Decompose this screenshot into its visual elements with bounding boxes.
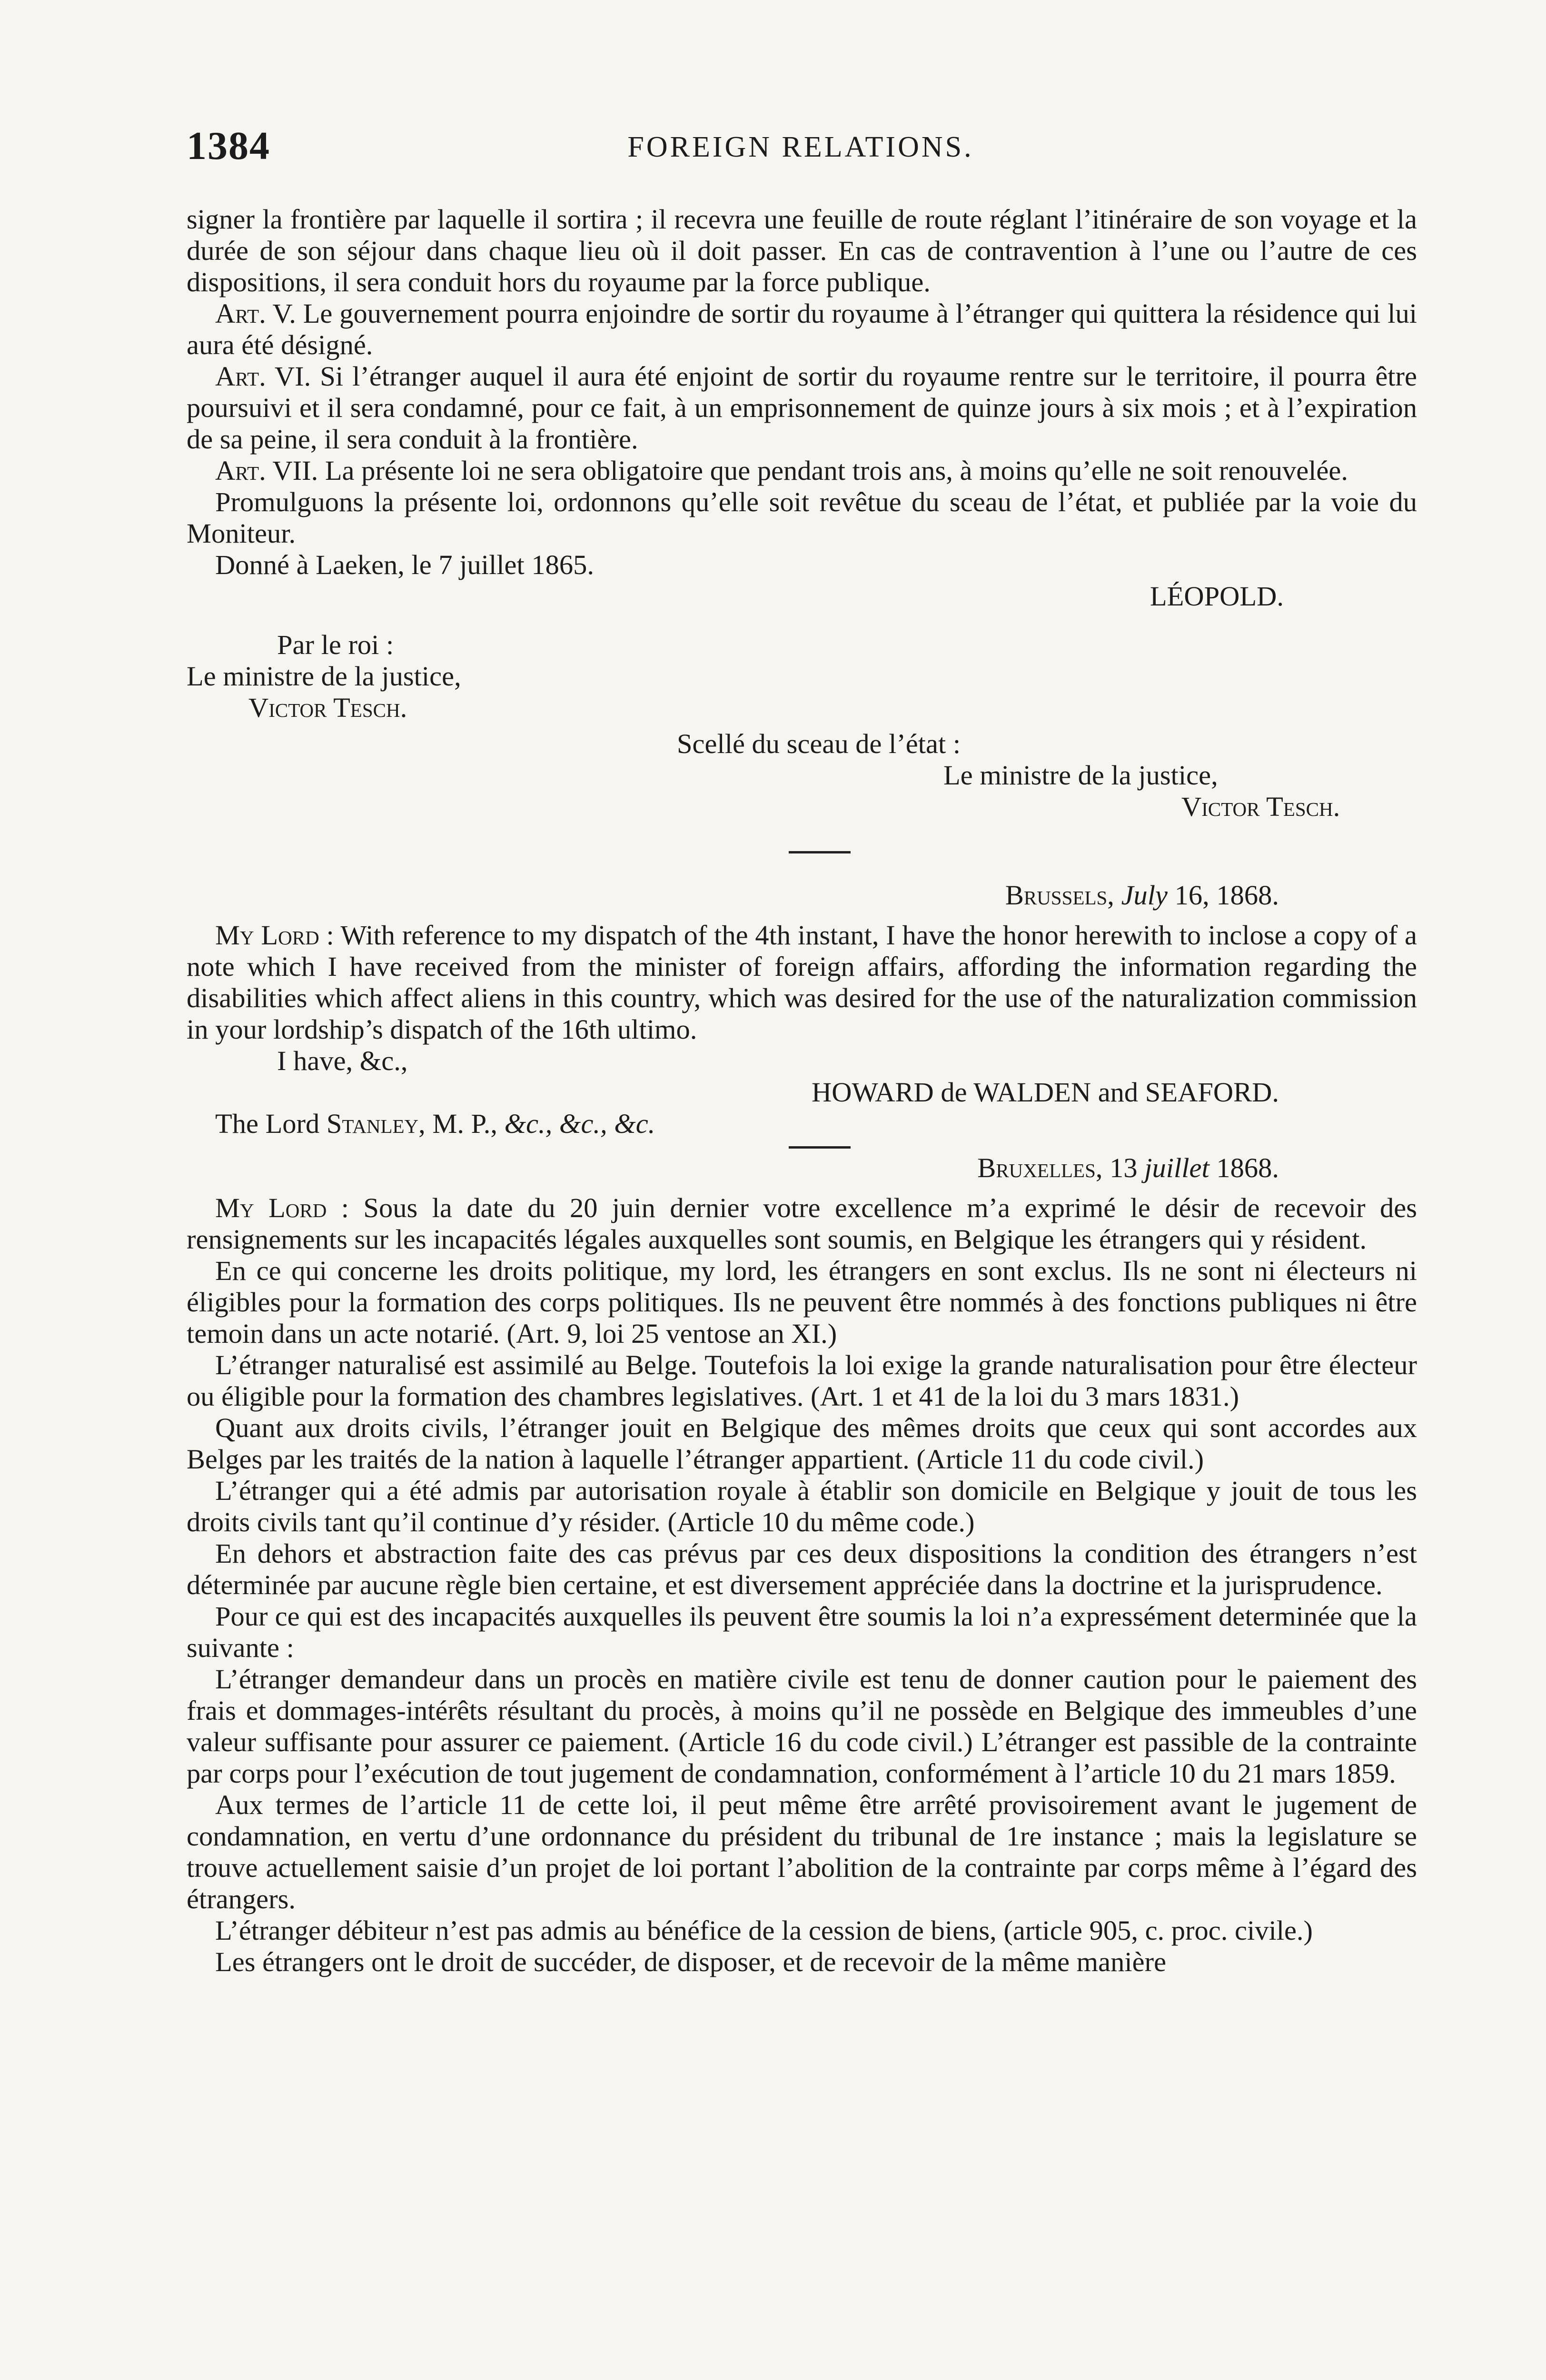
letter-divider (789, 1146, 851, 1149)
article-5-label: Art. V. (215, 298, 296, 329)
minister-name-2: Victor Tesch. (1181, 791, 1340, 822)
article-7 (187, 455, 1417, 486)
section-divider (789, 851, 851, 853)
par-le-roi: Par le roi : (277, 629, 394, 660)
letter2-paragraph-9: Aux termes de l’article 11 de cette loi, il peut même être arrêté provisoirement avant le jugement de condamnation, en vertu d’une ordonnance du président du tribunal de 1re instance ; mais la legislature se trouve actuellement saisie d’un projet de loi portant l’abolition de la contrainte par corps même à l’égard des étrangers. (187, 1789, 1417, 1914)
law-continuation-paragraph: signer la frontière par laquelle il sortira ; il recevra une feuille de route réglant l’itinéraire de son voyage et la durée de son séjour dans chaque lieu où il doit passer. En cas de contravention à l’une ou l’autre de ces dispositions, il sera conduit hors du royaume par la force publique. (187, 204, 1417, 298)
article-7-label: Art. VII. (215, 455, 318, 486)
letter2-month: juillet (1144, 1152, 1209, 1183)
letter2-place: Bruxelles, (977, 1152, 1103, 1183)
page-header (187, 123, 1415, 175)
letter1-dateline (187, 880, 1417, 911)
letter2-paragraph-8: L’étranger demandeur dans un procès en matière civile est tenu de donner caution pour le paiement des frais et dommages-intérêts résultant du procès, à moins qu’il ne possède en Belgique des immeubles d’une valeur suffisante pour assurer ce paiement. (Article 16 du code civil.) L’étranger est passible de la contrainte par corps pour l’exécution de tout jugement de condamnation, conformément à l’article 10 du 21 mars 1859. (187, 1664, 1417, 1789)
running-title: FOREIGN RELATIONS. (627, 131, 974, 163)
letter2-year: 1868. (1209, 1152, 1279, 1183)
given-at-line: Donné à Laeken, le 7 juillet 1865. (215, 549, 595, 580)
article-6 (187, 361, 1417, 455)
king-signature: LÉOPOLD. (1150, 581, 1284, 612)
letter1-date-rest: 16, 1868. (1168, 880, 1279, 911)
seal-block (187, 728, 1417, 823)
addressee-etc: &c., &c., &c. (504, 1108, 655, 1139)
letter1-body (187, 920, 1417, 1045)
page-body (187, 204, 1417, 1978)
letter2-paragraph-4: Quant aux droits civils, l’étranger jouit en Belgique des mêmes droits que ceux qui sont accordes aux Belges par les traités de la nation à laquelle l’étranger appartient. (Article 11 du code civil.) (187, 1412, 1417, 1475)
article-5 (187, 298, 1417, 361)
letter1-month: July (1121, 880, 1168, 911)
letter1-signer: HOWARD de WALDEN and SEAFORD. (812, 1077, 1279, 1108)
letter2-paragraph-11: Les étrangers ont le droit de succéder, de disposer, et de recevoir de la même manière (215, 1946, 1167, 1977)
article-5-text: Le gouvernement pourra enjoindre de sortir du royaume à l’étranger qui quittera la résidence qui lui aura été désigné. (187, 298, 1417, 360)
countersignature-block (187, 629, 1417, 724)
minister-title-2: Le ministre de la justice, (943, 760, 1218, 791)
letter1-place: Brussels, (1005, 880, 1114, 911)
minister-title-1: Le ministre de la justice, (187, 661, 461, 692)
letter2-paragraph-6: En dehors et abstraction faite des cas prévus par ces deux dispositions la condition des étrangers n’est déterminée par aucune règle bien certaine, et est diversement appréciée dans la doctrine et la jurisprudence. (187, 1538, 1417, 1600)
letter2-paragraph-5: L’étranger qui a été admis par autorisation royale à établir son domicile en Belgique y jouit de tous les droits civils tant qu’il continue d’y résider. (Article 10 du même code.) (187, 1475, 1417, 1537)
letter1-text: With reference to my dispatch of the 4th instant, I have the honor herewith to inclose a copy of a note which I have received from the minister of foreign affairs, affording the information regarding the disabilities which affect aliens in this country, which was desired for the use of the naturalization commission in your lordship’s dispatch of the 16th ultimo. (187, 920, 1417, 1045)
promulgation-paragraph: Promulguons la présente loi, ordonnons qu’elle soit revêtue du sceau de l’état, et publiée par la voie du Moniteur. (187, 486, 1417, 549)
letter1-salutation: My Lord : (215, 920, 334, 951)
addressee-name: Stanley (326, 1108, 419, 1139)
article-6-label: Art. VI. (215, 361, 311, 392)
letter2-paragraph-2: En ce qui concerne les droits politique, my lord, les étrangers en sont exclus. Ils ne sont ni électeurs ni éligibles pour la formation des corps politiques. Ils ne peuvent être nommés à des fonctions publiques ni être temoin dans un acte notarié. (Art. 9, loi 25 ventose an XI.) (187, 1255, 1417, 1349)
letter2-p1-text: Sous la date du 20 juin dernier votre excellence m’a exprimé le désir de recevoir des rensignements sur les incapacités légales auxquelles sont soumis, en Belgique les étrangers qui y résident. (187, 1192, 1417, 1255)
addressee-prefix: The Lord (215, 1108, 327, 1139)
letter2-paragraph-7: Pour ce qui est des incapacités auxquelles ils peuvent être soumis la loi n’a expressément determinée que la suivante : (187, 1601, 1417, 1663)
letter1-closing: I have, &c., (277, 1045, 408, 1076)
letter2-paragraph-1 (187, 1192, 1417, 1255)
letter2-paragraph-3: L’étranger naturalisé est assimilé au Belge. Toutefois la loi exige la grande naturalisation pour être électeur ou éligible pour la formation des chambres legislatives. (Art. 1 et 41 de la loi du 3 mars 1831.) (187, 1349, 1417, 1412)
letter2-salutation: My Lord : (215, 1192, 349, 1223)
addressee-suffix: , M. P., (418, 1108, 505, 1139)
page-number: 1384 (187, 124, 270, 168)
letter1-addressee (187, 1108, 1417, 1140)
letter2-paragraph-10: L’étranger débiteur n’est pas admis au bénéfice de la cession de biens, (article 905, c. proc. civile.) (215, 1915, 1313, 1946)
seal-line: Scellé du sceau de l’état : (677, 728, 961, 759)
article-6-text: Si l’étranger auquel il aura été enjoint de sortir du royaume rentre sur le territoire, il pourra être poursuivi et il sera condamné, pour ce fait, à un emprisonnement de quinze jours à six mois ; et à l’expiration de sa peine, il sera conduit à la frontière. (187, 361, 1417, 455)
letter2-dateline (187, 1152, 1417, 1184)
minister-name-1: Victor Tesch. (248, 692, 407, 723)
letter2-day: 13 (1102, 1152, 1145, 1183)
article-7-text: La présente loi ne sera obligatoire que pendant trois ans, à moins qu’elle ne soit renouvelée. (318, 455, 1348, 486)
